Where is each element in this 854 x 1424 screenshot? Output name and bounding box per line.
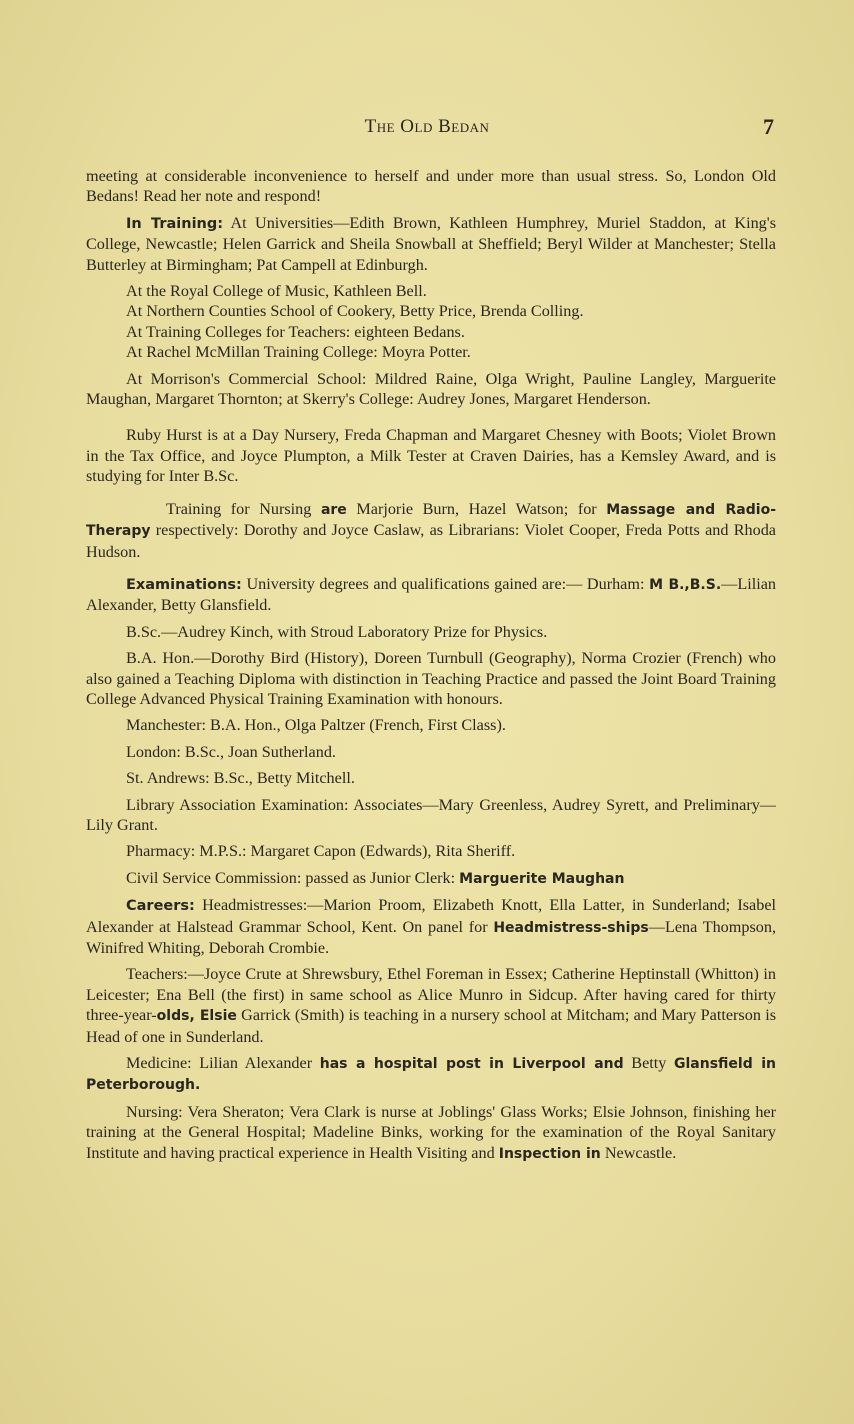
paragraph-text-bold: olds, Elsie [156, 1008, 237, 1025]
paragraph-medicine [86, 1053, 776, 1096]
paragraph-text-bold: Inspection in [498, 1145, 601, 1162]
paragraph-text-bold: Massage and Radio-Therapy [86, 501, 777, 540]
paragraph-text: Betty [623, 1054, 675, 1073]
page-header [0, 116, 854, 146]
paragraph-text: —Lena Thompson, Winifred Whiting, Deborah Crombie. [86, 917, 776, 957]
paragraph-text: Marjorie Burn, Hazel Watson; for [346, 499, 607, 518]
paragraph-text: Teachers:—Joyce Crute at Shrewsbury, Ethel Foreman in Essex; Catherine Heptinstall (Whitton) in Leicester; Ena Bell (the first) in same school as Alice Munro in Sidcup. After having cared for thirty three-year- [86, 965, 776, 1025]
paragraph-ba-hon: B.A. Hon.—Dorothy Bird (History), Doreen Turnbull (Geography), Norma Crozier (French) who also gained a Teaching Diploma with distinction in Teaching Practice and passed the Joint Board Training College Advanced Physical Training Examination with honours. [86, 649, 776, 708]
paragraph-training-colleges: At Training Colleges for Teachers: eighteen Bedans. [126, 322, 465, 341]
paragraph-text: Newcastle. [600, 1143, 677, 1162]
paragraph-commercial: At Morrison's Commercial School: Mildred Raine, Olga Wright, Pauline Langley, Marguerite Maughan, Margaret Thornton; at Skerry's College: Audrey Jones, Margaret Henderson. [86, 369, 776, 409]
paragraph-bsc: B.Sc.—Audrey Kinch, with Stroud Laboratory Prize for Physics. [126, 622, 548, 641]
paragraph-text: Training for Nursing [166, 499, 321, 518]
paragraph-pharmacy: Pharmacy: M.P.S.: Margaret Capon (Edwards), Rita Sheriff. [126, 842, 516, 861]
paragraph-cookery: At Northern Counties School of Cookery, Betty Price, Brenda Colling. [126, 302, 584, 321]
paragraph-text-bold: Headmistress-ships [493, 919, 649, 936]
paragraph-text: respectively: Dorothy and Joyce Caslaw, as Librarians: Violet Cooper, Freda Potts and Rhoda Hudson. [86, 521, 776, 561]
paragraph-text-bold: Marguerite Maughan [459, 870, 625, 887]
paragraph-library: Library Association Examination: Associates—Mary Greenless, Audrey Syrett, and Preliminary—Lily Grant. [86, 795, 776, 834]
body-text [86, 166, 776, 1164]
paragraph-text: Civil Service Commission: passed as Junior Clerk: [126, 868, 460, 887]
paragraph-royal-college: At the Royal College of Music, Kathleen Bell. [126, 282, 427, 301]
paragraph-continuation: meeting at considerable inconvenience to herself and under more than usual stress. So, London Old Bedans! Read her note and respond! [86, 167, 776, 206]
paragraph-employment: Ruby Hurst is at a Day Nursery, Freda Chapman and Margaret Chesney with Boots; Violet Brown in the Tax Office, and Joyce Plumpton, a Milk Tester at Craven Dairies, has a Kemsley Award, and is studying for Inter B.Sc. [86, 426, 776, 486]
paragraph-text: Medicine: Lilian Alexander [126, 1054, 320, 1073]
paragraph-text: University degrees and qualifications gained are:— Durham: [241, 574, 650, 593]
paragraph-text: —Lilian Alexander, Betty Glansfield. [86, 574, 776, 615]
running-title: The Old Bedan [364, 116, 490, 137]
paragraph-text-bold: M B.,B.S. [649, 576, 722, 593]
paragraph-text-bold: Glansfield in Peterborough. [86, 1056, 776, 1094]
paragraph-civil-service [86, 868, 776, 889]
paragraph-in-training [86, 213, 776, 275]
section-lead-examinations: Examinations: [126, 576, 242, 593]
paragraph-text: At Universities—Edith Brown, Kathleen Humphrey, Muriel Staddon, at King's College, Newcastle; Helen Garrick and Sheila Snowball at Sheffield; Beryl Wilder at Manchester; Stella Butterley at Birmingham; Pat Campell at Edinburgh. [86, 213, 776, 274]
section-lead-in-training: In Training: [126, 215, 224, 232]
paragraph-text: Nursing: Vera Sheraton; Vera Clark is nurse at Joblings' Glass Works; Elsie Johnson, finishing her training at the General Hospital; Madeline Binks, working for the examination of the Royal Sanitary Institute and having practical experience in Health Visiting and [86, 1102, 776, 1162]
paragraph-teachers [86, 964, 776, 1047]
page-number: 7 [763, 114, 774, 139]
paragraph-nursing [86, 1102, 776, 1164]
section-lead-careers: Careers: [126, 898, 195, 915]
paragraph-text-bold: are [320, 501, 347, 518]
paragraph-rachel-mcmillan: At Rachel McMillan Training College: Moyra Potter. [126, 343, 471, 362]
paragraph-st-andrews: St. Andrews: B.Sc., Betty Mitchell. [126, 769, 355, 788]
paragraph-text-bold: has a hospital post in Liverpool and [319, 1056, 624, 1073]
paragraph-london: London: B.Sc., Joan Sutherland. [126, 742, 336, 761]
paragraph-text: Garrick (Smith) is teaching in a nursery school at Mitcham; and Mary Patterson is Head of one in Sunderland. [86, 1006, 776, 1046]
paragraph-examinations [86, 574, 776, 616]
paragraph-nursing-training [86, 499, 776, 562]
paragraph-text: Headmistresses:—Marion Proom, Elizabeth Knott, Ella Latter, in Sunderland; Isabel Alexander at Halstead Grammar School, Kent. On panel for [86, 896, 776, 936]
paragraph-manchester: Manchester: B.A. Hon., Olga Paltzer (French, First Class). [126, 716, 506, 735]
paragraph-careers [86, 895, 776, 958]
